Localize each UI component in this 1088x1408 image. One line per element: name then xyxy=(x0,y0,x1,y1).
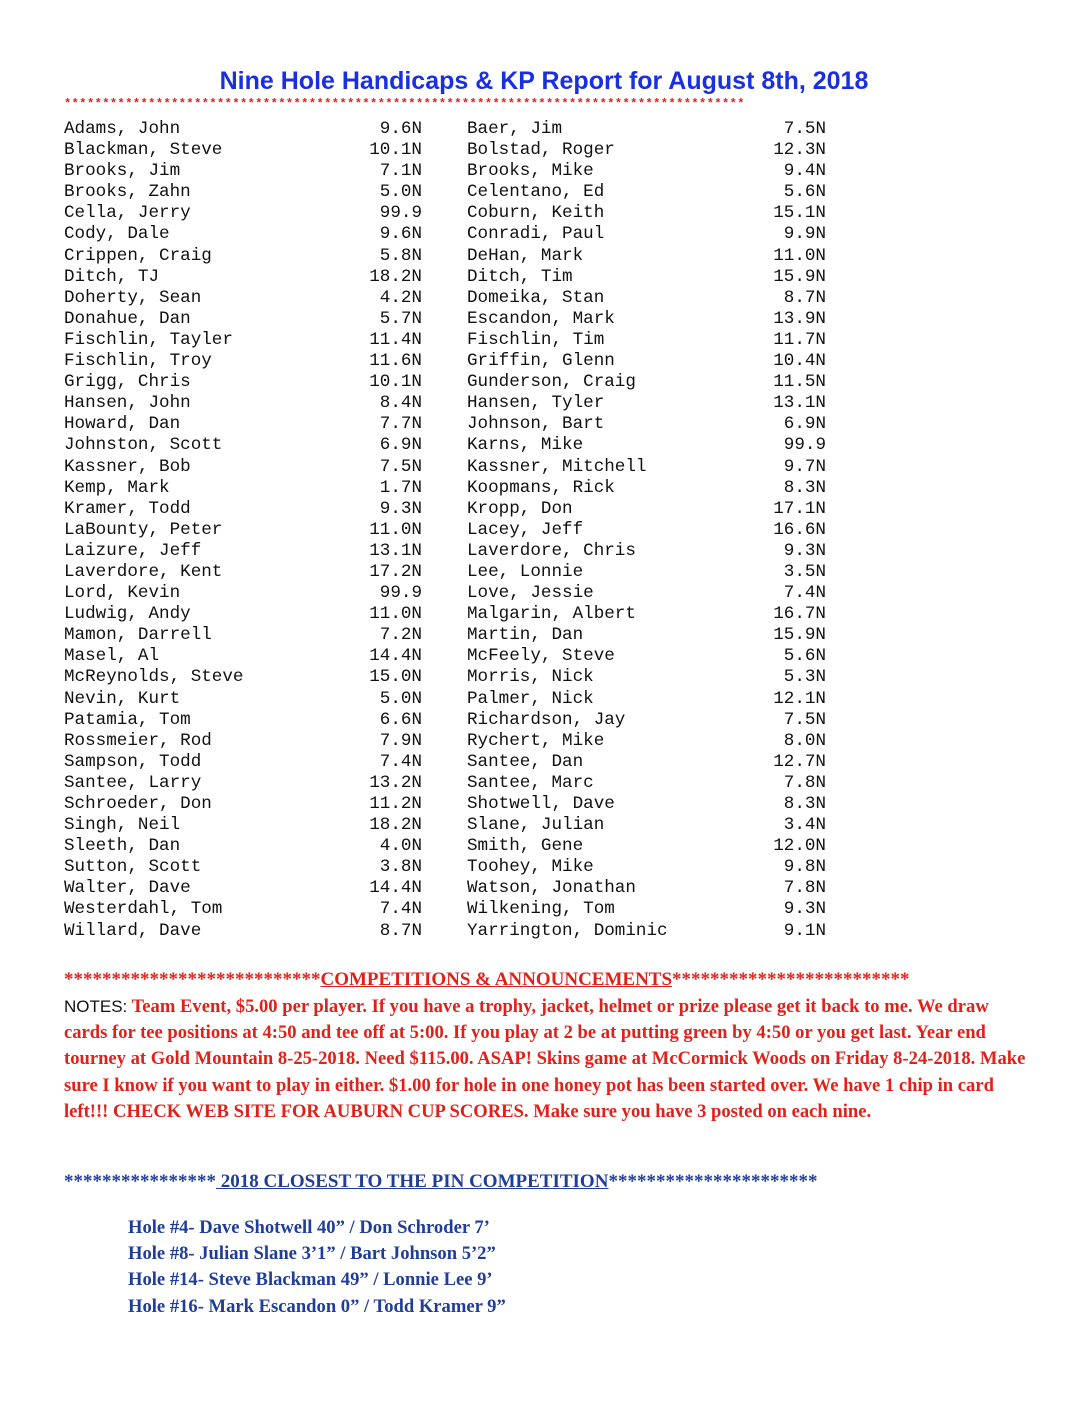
player-handicap: 6.9N xyxy=(379,435,422,456)
player-handicap: 8.7N xyxy=(379,920,422,941)
player-name: Griffin, Glenn xyxy=(467,351,615,372)
player-name: Johnson, Bart xyxy=(467,414,605,435)
player-handicap: 7.9N xyxy=(379,730,422,751)
player-name: Adams, John xyxy=(64,119,181,139)
player-handicap: 7.1N xyxy=(379,161,422,182)
player-handicap: 8.3N xyxy=(783,477,826,498)
page-title: Nine Hole Handicaps & KP Report for August 8th, 2018 xyxy=(219,67,869,95)
player-name: Bolstad, Roger xyxy=(467,140,615,161)
player-handicap: 11.2N xyxy=(369,794,422,814)
roster-row xyxy=(0,140,1088,161)
player-handicap: 18.2N xyxy=(369,266,422,287)
player-handicap: 6.6N xyxy=(379,709,422,730)
roster-row xyxy=(0,499,1088,520)
player-handicap: 9.6N xyxy=(379,224,422,245)
player-name: Cody, Dale xyxy=(64,224,170,245)
competitions-heading-text: COMPETITIONS & ANNOUNCEMENTS xyxy=(320,969,673,990)
roster-row xyxy=(0,203,1088,224)
player-handicap: 12.7N xyxy=(773,751,826,772)
player-name: Lord, Kevin xyxy=(64,583,181,604)
notes-paragraph xyxy=(64,994,1029,1125)
player-handicap: 11.6N xyxy=(369,351,422,372)
player-handicap: 15.1N xyxy=(773,203,826,224)
competitions-stars-left: *************************** xyxy=(64,969,321,990)
player-name: Shotwell, Dave xyxy=(467,794,615,814)
player-handicap: 7.4N xyxy=(379,899,422,920)
roster-row xyxy=(0,583,1088,604)
player-name: Escandon, Mark xyxy=(467,308,615,329)
roster-row xyxy=(0,794,1088,815)
roster-row xyxy=(0,857,1088,878)
roster-row xyxy=(0,246,1088,267)
player-handicap: 4.2N xyxy=(379,287,422,308)
player-name: Baer, Jim xyxy=(467,119,563,139)
player-name: Kassner, Mitchell xyxy=(467,456,647,477)
player-name: Martin, Dan xyxy=(467,625,584,646)
roster-row xyxy=(0,878,1088,899)
player-name: Cella, Jerry xyxy=(64,203,191,224)
player-name: Brooks, Mike xyxy=(467,161,594,182)
player-name: Grigg, Chris xyxy=(64,372,191,393)
roster-row xyxy=(0,119,1088,140)
roster-row xyxy=(0,351,1088,372)
player-name: Morris, Nick xyxy=(467,667,594,688)
title-divider: ***************************************************************************************** xyxy=(64,97,745,111)
roster-row xyxy=(0,330,1088,351)
player-name: Laverdore, Kent xyxy=(64,561,223,582)
player-name: Lee, Lonnie xyxy=(467,561,584,582)
player-handicap: 11.7N xyxy=(773,329,826,350)
player-handicap: 13.1N xyxy=(369,540,422,561)
player-name: Singh, Neil xyxy=(64,815,181,836)
roster-row xyxy=(0,667,1088,688)
player-name: Laverdore, Chris xyxy=(467,540,636,561)
player-handicap: 13.1N xyxy=(773,393,826,414)
roster-row xyxy=(0,393,1088,414)
player-handicap: 9.3N xyxy=(783,540,826,561)
player-name: Donahue, Dan xyxy=(64,308,191,329)
player-name: Hansen, Tyler xyxy=(467,393,605,414)
player-handicap: 8.0N xyxy=(783,730,826,751)
player-name: Rychert, Mike xyxy=(467,730,605,751)
roster-row xyxy=(0,309,1088,330)
kp-heading xyxy=(64,1170,1024,1194)
player-name: Sleeth, Dan xyxy=(64,836,181,857)
player-name: Westerdahl, Tom xyxy=(64,899,223,920)
player-name: Malgarin, Albert xyxy=(467,604,636,625)
player-handicap: 14.4N xyxy=(369,878,422,899)
player-name: Kropp, Don xyxy=(467,498,573,519)
roster-row xyxy=(0,752,1088,773)
player-handicap: 7.7N xyxy=(379,414,422,435)
player-name: Watson, Jonathan xyxy=(467,878,636,899)
player-name: LaBounty, Peter xyxy=(64,519,223,540)
roster-row xyxy=(0,288,1088,309)
player-handicap: 99.9 xyxy=(379,203,422,224)
player-handicap: 9.1N xyxy=(783,920,826,941)
kp-results xyxy=(128,1215,1028,1320)
roster-row xyxy=(0,836,1088,857)
player-handicap: 13.9N xyxy=(773,308,826,329)
roster-row xyxy=(0,562,1088,583)
player-handicap: 10.4N xyxy=(773,351,826,372)
roster-row xyxy=(0,435,1088,456)
player-handicap: 13.2N xyxy=(369,772,422,793)
player-name: Doherty, Sean xyxy=(64,287,202,308)
competitions-heading xyxy=(64,968,1024,992)
kp-result-hole-4: Hole #4- Dave Shotwell 40” / Don Schroder 7’ xyxy=(128,1217,490,1238)
player-handicap: 5.0N xyxy=(379,688,422,709)
player-name: Santee, Dan xyxy=(467,751,584,772)
roster-row xyxy=(0,478,1088,499)
player-handicap: 3.4N xyxy=(783,815,826,836)
player-name: Brooks, Zahn xyxy=(64,182,191,203)
player-handicap: 3.5N xyxy=(783,561,826,582)
player-handicap: 17.2N xyxy=(369,561,422,582)
player-name: Palmer, Nick xyxy=(467,688,594,709)
player-handicap: 6.9N xyxy=(783,414,826,435)
roster-row xyxy=(0,899,1088,920)
roster-row xyxy=(0,710,1088,731)
kp-result-hole-8: Hole #8- Julian Slane 3’1” / Bart Johnson 5’2” xyxy=(128,1243,496,1265)
player-name: Masel, Al xyxy=(64,646,160,667)
roster-row xyxy=(0,689,1088,710)
player-name: Smith, Gene xyxy=(467,836,584,857)
player-handicap: 99.9 xyxy=(783,435,826,456)
kp-stars-left: **************** xyxy=(64,1171,216,1192)
player-handicap: 9.3N xyxy=(783,899,826,920)
player-name: Slane, Julian xyxy=(467,815,605,836)
player-name: Hansen, John xyxy=(64,393,191,414)
roster-row xyxy=(0,224,1088,245)
player-name: Kassner, Bob xyxy=(64,456,191,477)
player-handicap: 18.2N xyxy=(369,815,422,836)
player-name: Rossmeier, Rod xyxy=(64,730,212,751)
player-name: Kramer, Todd xyxy=(64,498,191,519)
player-handicap: 9.7N xyxy=(783,456,826,477)
player-name: Ditch, Tim xyxy=(467,266,573,287)
player-handicap: 7.8N xyxy=(783,772,826,793)
player-handicap: 3.8N xyxy=(379,857,422,878)
player-handicap: 4.0N xyxy=(379,836,422,857)
player-name: Celentano, Ed xyxy=(467,182,605,203)
player-handicap: 9.9N xyxy=(783,224,826,245)
player-name: Wilkening, Tom xyxy=(467,899,615,920)
player-handicap: 15.9N xyxy=(773,266,826,287)
player-handicap: 17.1N xyxy=(773,498,826,519)
notes-text: Team Event, $5.00 per player. If you have a trophy, jacket, helmet or prize please get it back to me. We draw cards for tee positions at 4:50 and tee off at 5:00. If you play at 2 be at putting green by 4:50 or you get last. Year end tourney at Gold Mountain 8-25-2018. Need $115.00. ASAP! Skins game at McCormick Woods on Friday 8-24-2018. Make sure I know if you want to play in either. $1.00 for hole in one honey pot has been started over. We have 1 chip in card left!!! CHECK WEB SITE FOR AUBURN CUP SCORES. Make sure you have 3 posted on each nine. xyxy=(64,996,1026,1122)
player-name: Santee, Larry xyxy=(64,772,202,793)
roster-row xyxy=(0,604,1088,625)
player-name: Coburn, Keith xyxy=(467,203,605,224)
handicap-roster xyxy=(0,119,1088,942)
player-name: Crippen, Craig xyxy=(64,245,212,266)
player-handicap: 5.3N xyxy=(783,667,826,688)
player-handicap: 16.7N xyxy=(773,604,826,625)
player-handicap: 11.0N xyxy=(773,245,826,266)
player-name: Toohey, Mike xyxy=(467,857,594,878)
kp-stars-right: ********************** xyxy=(608,1171,818,1192)
roster-row xyxy=(0,815,1088,836)
roster-row xyxy=(0,773,1088,794)
player-name: Kemp, Mark xyxy=(64,477,170,498)
player-handicap: 9.3N xyxy=(379,498,422,519)
player-handicap: 10.1N xyxy=(369,140,422,161)
player-name: Johnston, Scott xyxy=(64,435,223,456)
player-handicap: 14.4N xyxy=(369,646,422,667)
roster-row xyxy=(0,457,1088,478)
player-name: Fischlin, Troy xyxy=(64,351,212,372)
player-name: Karns, Mike xyxy=(467,435,584,456)
player-name: Ditch, TJ xyxy=(64,266,160,287)
player-handicap: 7.4N xyxy=(783,583,826,604)
player-name: DeHan, Mark xyxy=(467,245,584,266)
player-handicap: 5.6N xyxy=(783,646,826,667)
player-name: Brooks, Jim xyxy=(64,161,181,182)
player-handicap: 7.5N xyxy=(379,456,422,477)
player-handicap: 7.4N xyxy=(379,751,422,772)
player-handicap: 12.1N xyxy=(773,688,826,709)
roster-row xyxy=(0,372,1088,393)
player-handicap: 5.6N xyxy=(783,182,826,203)
player-handicap: 5.0N xyxy=(379,182,422,203)
player-handicap: 9.6N xyxy=(379,119,422,139)
kp-result-hole-16: Hole #16- Mark Escandon 0” / Todd Kramer 9” xyxy=(128,1295,506,1317)
player-handicap: 11.0N xyxy=(369,604,422,625)
player-name: McReynolds, Steve xyxy=(64,667,244,688)
player-handicap: 16.6N xyxy=(773,519,826,540)
player-name: Love, Jessie xyxy=(467,583,594,604)
roster-row xyxy=(0,541,1088,562)
player-handicap: 8.4N xyxy=(379,393,422,414)
player-name: Koopmans, Rick xyxy=(467,477,615,498)
player-name: Howard, Dan xyxy=(64,414,181,435)
player-handicap: 7.2N xyxy=(379,625,422,646)
kp-heading-text: 2018 CLOSEST TO THE PIN COMPETITION xyxy=(216,1171,609,1192)
player-name: Fischlin, Tim xyxy=(467,329,605,350)
player-name: Ludwig, Andy xyxy=(64,604,191,625)
player-name: Richardson, Jay xyxy=(467,709,626,730)
player-name: Patamia, Tom xyxy=(64,709,191,730)
roster-row xyxy=(0,414,1088,435)
player-handicap: 99.9 xyxy=(379,583,422,604)
roster-row xyxy=(0,267,1088,288)
player-handicap: 7.5N xyxy=(783,119,826,139)
player-handicap: 7.5N xyxy=(783,709,826,730)
player-handicap: 8.7N xyxy=(783,287,826,308)
player-name: Nevin, Kurt xyxy=(64,688,181,709)
player-handicap: 12.3N xyxy=(773,140,826,161)
roster-row xyxy=(0,646,1088,667)
player-handicap: 5.8N xyxy=(379,245,422,266)
player-handicap: 11.5N xyxy=(773,372,826,393)
player-name: Yarrington, Dominic xyxy=(467,920,668,941)
player-name: Sampson, Todd xyxy=(64,751,202,772)
player-name: Sutton, Scott xyxy=(64,857,202,878)
roster-row xyxy=(0,625,1088,646)
player-name: Gunderson, Craig xyxy=(467,372,636,393)
player-handicap: 1.7N xyxy=(379,477,422,498)
player-name: Walter, Dave xyxy=(64,878,191,899)
roster-row xyxy=(0,921,1088,942)
player-name: Willard, Dave xyxy=(64,920,202,941)
kp-result-hole-14: Hole #14- Steve Blackman 49” / Lonnie Lee 9’ xyxy=(128,1269,493,1291)
player-handicap: 11.0N xyxy=(369,519,422,540)
roster-row xyxy=(0,731,1088,752)
player-name: Santee, Marc xyxy=(467,772,594,793)
competitions-stars-right: ************************* xyxy=(672,969,910,990)
player-handicap: 11.4N xyxy=(369,329,422,350)
player-handicap: 8.3N xyxy=(783,794,826,814)
player-name: Conradi, Paul xyxy=(467,224,605,245)
player-handicap: 10.1N xyxy=(369,372,422,393)
player-name: Laizure, Jeff xyxy=(64,540,202,561)
roster-row xyxy=(0,161,1088,182)
player-handicap: 9.4N xyxy=(783,161,826,182)
roster-row xyxy=(0,182,1088,203)
player-handicap: 5.7N xyxy=(379,308,422,329)
player-name: Lacey, Jeff xyxy=(467,519,584,540)
player-handicap: 9.8N xyxy=(783,857,826,878)
player-name: McFeely, Steve xyxy=(467,646,615,667)
player-name: Fischlin, Tayler xyxy=(64,329,233,350)
player-handicap: 15.9N xyxy=(773,625,826,646)
roster-row xyxy=(0,520,1088,541)
player-name: Domeika, Stan xyxy=(467,287,605,308)
player-name: Blackman, Steve xyxy=(64,140,223,161)
player-handicap: 12.0N xyxy=(773,836,826,857)
player-name: Mamon, Darrell xyxy=(64,625,212,646)
player-handicap: 7.8N xyxy=(783,878,826,899)
notes-label: NOTES: xyxy=(64,997,128,1016)
player-handicap: 15.0N xyxy=(369,667,422,688)
player-name: Schroeder, Don xyxy=(64,794,212,814)
